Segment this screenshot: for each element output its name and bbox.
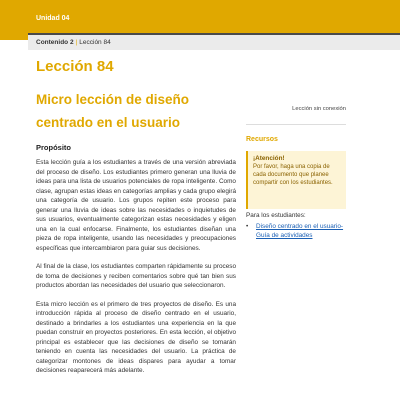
resources-heading: Recursos [246, 136, 278, 143]
purpose-paragraph-1: Esta lección guía a los estudiantes a través de una versión abreviada del proceso de diseño. Los estudiantes primero generan una lluvia de ideas para una lista de usuarios potenciales de ropa inteligente. Como clase, agrupan estas ideas en categorías amplias y cada grupo elegirá una categoría de usuario. Los grupos repiten este proceso para generar una lluvia de ideas sobre las necesidades o inquietudes de sus usuarios, eventualmente categorizan estas necesidades y eligen una en la cual enfocarse. Finalmente, los estudiantes diseñan una pieza de ropa inteligente, usando las necesidades y preocupaciones específicas que intercambiaron para guiar sus decisiones. [36, 159, 237, 252]
attention-title: ¡Atención! [253, 155, 285, 162]
purpose-paragraph-3: Esta micro lección es el primero de tres proyectos de diseño. Es una introducción rápida al proceso de diseño centrado en el usuario, destinado a brindarles a los estudiantes una experiencia en la que puedan construir en proyectos posteriores. En esta lección, el objetivo principal es establecer que las decisiones de diseño se tomarán teniendo en cuenta las necesidades del usuario. La práctica de categorizar montones de ideas dispares para ayudar a tomar decisiones reaparecerá más adelante. [36, 300, 236, 374]
purpose-paragraph-2: Al final de la clase, los estudiantes comparten rápidamente su proceso de toma de decisiones y reciben comentarios sobre qué tan bien sus productos abordan las necesidades del usuario que seleccionaron. [36, 263, 236, 289]
activity-guide-link[interactable]: Diseño centrado en el usuario- Guía de actividades [256, 223, 344, 239]
sidebar-divider [246, 124, 346, 125]
purpose-heading: Propósito [36, 143, 71, 152]
main-content [36, 143, 236, 385]
offline-lesson-link[interactable]: Lección sin conexión [292, 106, 346, 112]
breadcrumb-content[interactable]: Contenido 2 [36, 39, 74, 46]
students-label: Para los estudiantes: [246, 212, 306, 219]
breadcrumb-text [36, 39, 111, 46]
bullet-icon: • [246, 223, 249, 230]
breadcrumb-lesson: Lección 84 [79, 39, 111, 46]
attention-text: Por favor, haga una copia de cada documento que planee compartir con los estudiantes. [253, 164, 333, 186]
lesson-number: Lección 84 [36, 58, 114, 75]
lesson-title: Micro lección de diseño centrado en el usuario [36, 92, 190, 130]
breadcrumb [28, 33, 400, 50]
breadcrumb-separator: | [75, 39, 78, 46]
resource-list-item [246, 222, 346, 240]
attention-box [246, 151, 346, 209]
unit-label: Unidad 04 [36, 15, 70, 22]
